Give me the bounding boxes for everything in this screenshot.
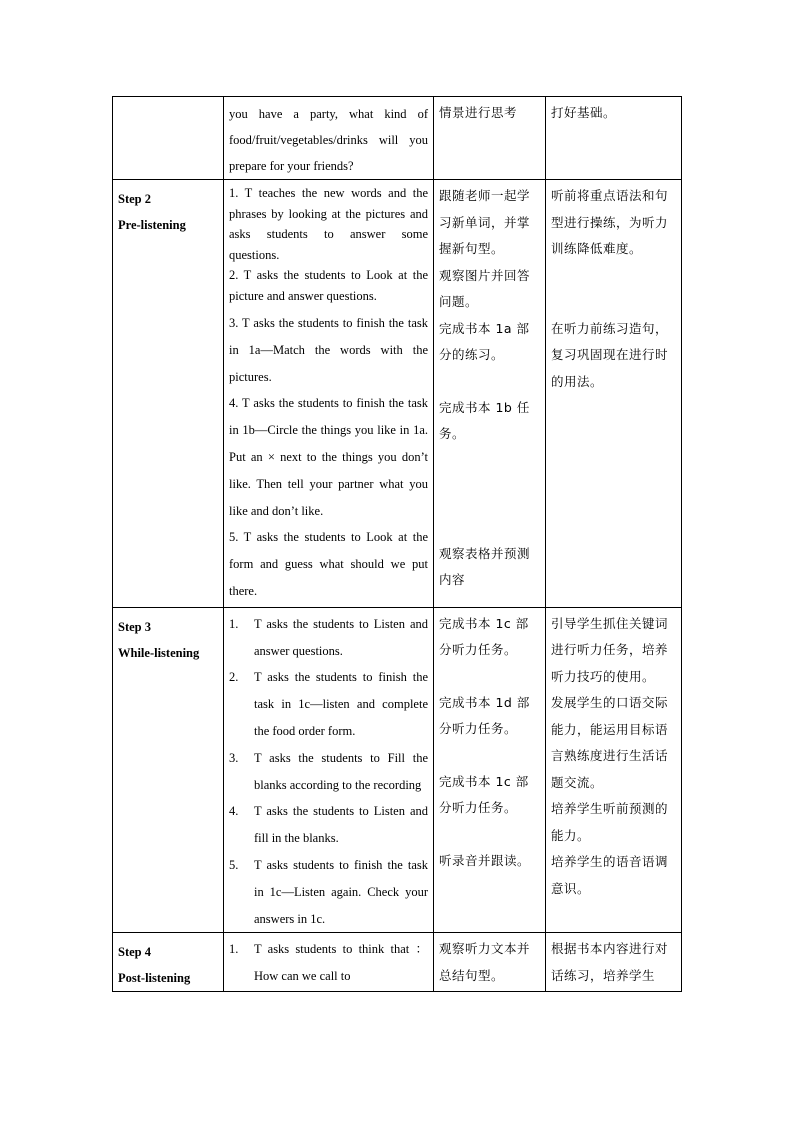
- table-row: [113, 933, 682, 992]
- student-item: 观察听力文本并总结句型。: [439, 941, 531, 983]
- activity-text: you have a party, what kind of food/fruit/vegetables/drinks will you prepare for your friends?: [229, 107, 428, 173]
- student-item: 跟随老师一起学习新单词，并掌握新句型。: [439, 188, 531, 256]
- purpose-item: 培养学生听前预测的能力。: [551, 801, 669, 843]
- lesson-plan-table: [112, 96, 682, 992]
- list-item: 1. T asks the students to Listen and answer questions.: [229, 616, 428, 658]
- student-cell: [434, 607, 546, 933]
- activity-item: 3. T asks the students to finish the task in 1a—Match the words with the pictures.: [229, 316, 428, 384]
- table-row: [113, 97, 682, 180]
- step-cell: [113, 97, 224, 180]
- step-number: Step 2: [118, 192, 151, 206]
- step-number: Step 4: [118, 945, 151, 960]
- student-text: 情景进行思考: [439, 105, 518, 120]
- activity-item: 1. T teaches the new words and the phrases by looking at the pictures and asks students to answer some questions.: [229, 186, 428, 262]
- purpose-item: 引导学生抓住关键词进行听力任务，培养听力技巧的使用。: [551, 615, 669, 684]
- purpose-cell: [546, 180, 682, 608]
- purpose-item: 在听力前练习造句，复习巩固现在进行时的用法。: [551, 320, 669, 389]
- purpose-cell: [546, 607, 682, 933]
- student-item: 观察表格并预测内容: [439, 545, 531, 587]
- student-item: 完成书本 1b 任务。: [439, 399, 530, 441]
- step-cell: [113, 933, 224, 992]
- step-stage: Pre-listening: [118, 218, 186, 232]
- purpose-item: 根据书本内容进行对话练习，培养学生: [551, 941, 669, 983]
- step-stage: Post-listening: [118, 971, 191, 986]
- purpose-item: 发展学生的口语交际能力，能运用目标语言熟练度进行生活话题交流。: [551, 695, 669, 790]
- table-row: [113, 607, 682, 933]
- purpose-item: 培养学生的语音语调意识。: [551, 854, 669, 896]
- list-item: 1. T asks students to think that ：How can we call to: [229, 942, 428, 984]
- student-cell: [434, 97, 546, 180]
- activity-cell: [224, 180, 434, 608]
- activity-list: [229, 611, 428, 933]
- activity-item: 5. T asks the students to Look at the form and guess what should we put there.: [229, 530, 428, 598]
- purpose-cell: [546, 97, 682, 180]
- step-cell: [113, 607, 224, 933]
- list-item: 2. T asks the students to finish the task in 1c—listen and complete the food order form.: [229, 670, 428, 738]
- step-cell: [113, 180, 224, 608]
- list-item: 3. T asks the students to Fill the blanks according to the recording: [229, 750, 428, 792]
- activity-cell: [224, 97, 434, 180]
- activity-list: [229, 936, 428, 990]
- table-row: [113, 180, 682, 608]
- activity-cell: [224, 607, 434, 933]
- step-number: Step 3: [118, 619, 151, 634]
- activity-item: 2. T asks the students to Look at the picture and answer questions.: [229, 268, 428, 303]
- student-cell: [434, 933, 546, 992]
- student-item: 完成书本 1c 部分听力任务。: [439, 615, 529, 658]
- student-item: 听录音并跟读。: [439, 852, 531, 868]
- purpose-cell: [546, 933, 682, 992]
- student-item: 完成书本 1d 部分听力任务。: [439, 694, 530, 737]
- activity-item: 4. T asks the students to finish the task in 1b—Circle the things you like in 1a. Put an × next to the things you don’t like. Then tell your partner what you like and don’t like.: [229, 396, 428, 518]
- list-item: 5. T asks students to finish the task in 1c—Listen again. Check your answers in 1c.: [229, 857, 428, 926]
- student-cell: [434, 180, 546, 608]
- purpose-item: 听前将重点语法和句型进行操练，为听力训练降低难度。: [551, 188, 669, 256]
- student-item: 完成书本 1c 部分听力任务。: [439, 773, 529, 816]
- student-item: 完成书本 1a 部分的练习。: [439, 320, 530, 362]
- activity-cell: [224, 933, 434, 992]
- step-stage: While-listening: [118, 645, 200, 660]
- student-item: 观察图片并回答问题。: [439, 267, 531, 309]
- list-item: 4. T asks the students to Listen and fill in the blanks.: [229, 804, 428, 846]
- purpose-text: 打好基础。: [551, 105, 617, 120]
